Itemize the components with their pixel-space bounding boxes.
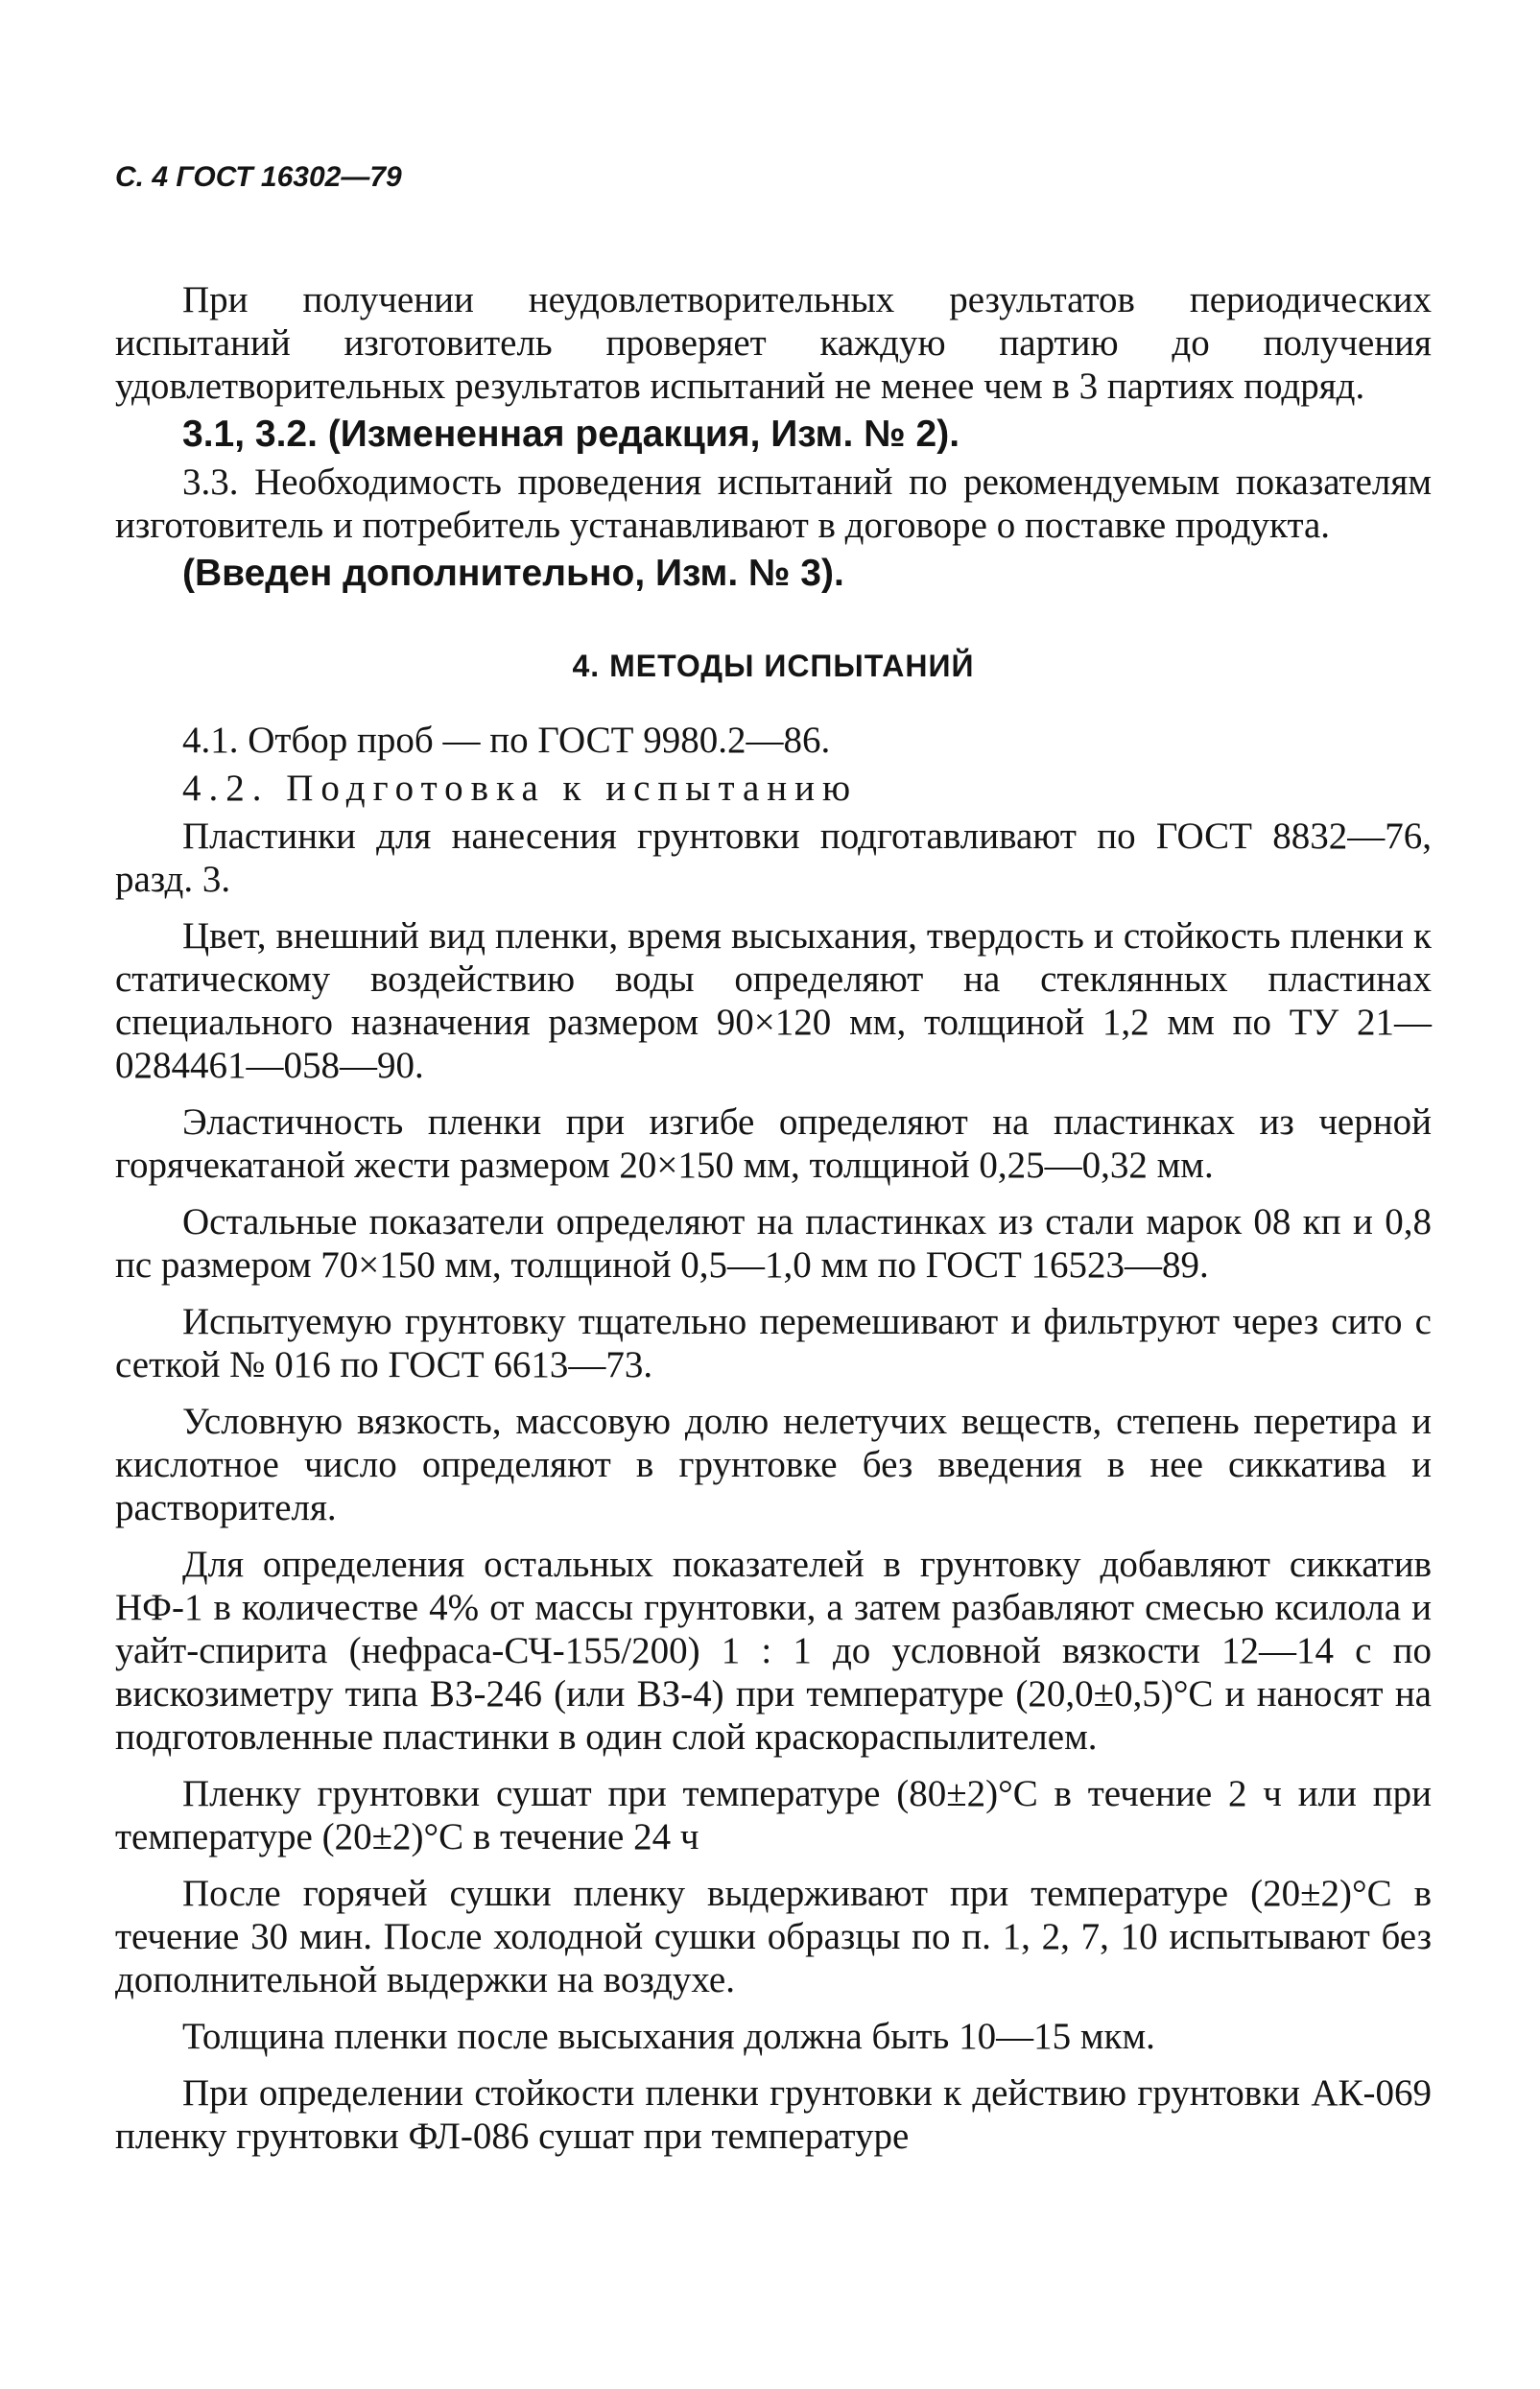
paragraph: Толщина пленки после высыхания должна быть 10—15 мкм. [182,2016,1155,2057]
document-page [115,161,1432,2163]
paragraph: Для определения остальных показателей в грунтовку добавляют сиккатив НФ-1 в количестве 4% от массы грунтовки, а затем разбавляют смесью ксилола и уайт-спирита (нефраса-СЧ-155/200) 1 : 1 до условной вязкости 12—14 с по вискозиметру типа ВЗ-246 (или ВЗ-4) при температуре (20,0±0,5)°С и наносят на подготовленные пластинки в один слой краскораспылителем. [115,1544,1432,1758]
paragraph: Испытуемую грунтовку тщательно перемешивают и фильтруют через сито с сеткой № 016 по ГОСТ 6613—73. [115,1301,1432,1385]
paragraph: Пластинки для нанесения грунтовки подготавливают по ГОСТ 8832—76, разд. 3. [115,816,1432,900]
paragraph: 4.1. Отбор проб — по ГОСТ 9980.2—86. [182,720,831,761]
paragraph: После горячей сушки пленку выдерживают при температуре (20±2)°С в течение 30 мин. После холодной сушки образцы по п. 1, 2, 7, 10 испытывают без дополнительной выдержки на воздухе. [115,1873,1432,2000]
section-title: 4. МЕТОДЫ ИСПЫТАНИЙ [572,649,975,683]
paragraph: Цвет, внешний вид пленки, время высыхания, твердость и стойкость пленки к статическому воздействию воды определяют на стеклянных пластинах специального назначения размером 90×120 мм, толщиной 1,2 мм по ТУ 21—0284461—058—90. [115,915,1432,1086]
subsection-heading: 4.2. Подготовка к испытанию [182,768,859,809]
paragraph: Пленку грунтовки сушат при температуре (80±2)°С в течение 2 ч или при температуре (20±2)°С в течение 24 ч [115,1773,1432,1857]
paragraph: При определении стойкости пленки грунтовки к действию грунтовки АК-069 пленку грунтовки ФЛ-086 сушат при температуре [115,2072,1432,2157]
amendment-note: (Введен дополнительно, Изм. № 3). [182,553,844,594]
amendment-note: 3.1, 3.2. (Измененная редакция, Изм. № 2). [182,414,960,455]
paragraph: Условную вязкость, массовую долю нелетучих веществ, степень перетира и кислотное число определяют в грунтовке без введения в нее сиккатива и растворителя. [115,1401,1432,1528]
paragraph: 3.3. Необходимость проведения испытаний по рекомендуемым показателям изготовитель и потребитель устанавливают в договоре о поставке продукта. [115,461,1432,546]
paragraph: При получении неудовлетворительных результатов периодических испытаний изготовитель проверяет каждую партию до получения удовлетворительных результатов испытаний не менее чем в 3 партиях подряд. [115,279,1432,407]
page-header: С. 4 ГОСТ 16302—79 [115,161,402,193]
paragraph: Остальные показатели определяют на пластинках из стали марок 08 кп и 0,8 пс размером 70×150 мм, толщиной 0,5—1,0 мм по ГОСТ 16523—89. [115,1201,1432,1286]
paragraph: Эластичность пленки при изгибе определяют на пластинках из черной горячекатаной жести размером 20×150 мм, толщиной 0,25—0,32 мм. [115,1101,1432,1186]
